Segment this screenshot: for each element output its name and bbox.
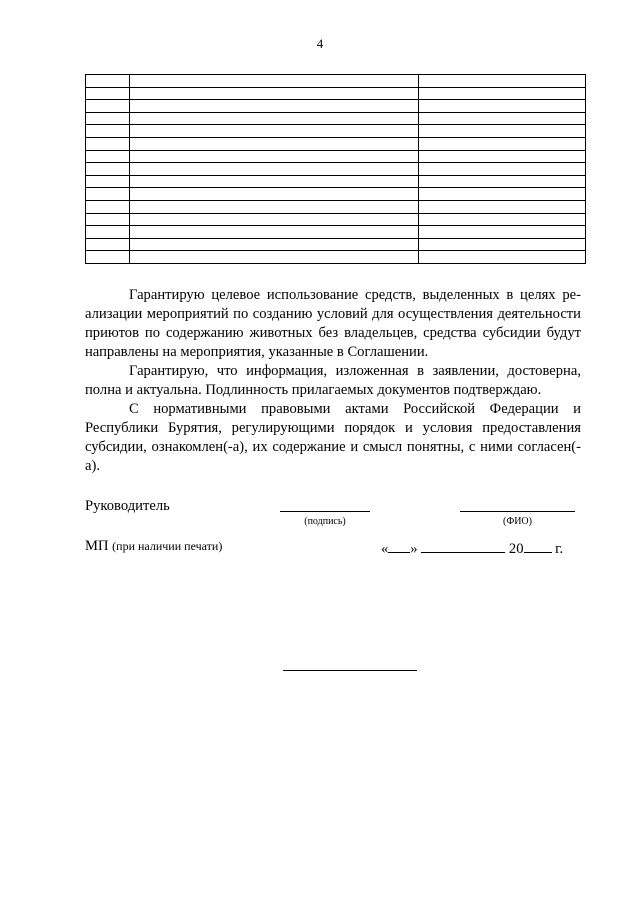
date-close-quote: » (410, 541, 418, 557)
table-cell (130, 200, 419, 213)
table-cell (86, 251, 130, 264)
table-row (86, 137, 586, 150)
date-year-blank (524, 538, 552, 553)
table-row (86, 213, 586, 226)
table-cell (86, 150, 130, 163)
table-cell (86, 112, 130, 125)
table-cell (130, 251, 419, 264)
table-cell (130, 226, 419, 239)
date-day-blank (388, 538, 410, 553)
table-cell (419, 125, 586, 138)
table-row (86, 238, 586, 251)
table-cell (130, 100, 419, 113)
table-cell (130, 75, 419, 88)
date-year-prefix: 20 (508, 541, 524, 557)
signature-caption: (подпись) (304, 516, 346, 527)
table-row (86, 175, 586, 188)
table-cell (419, 112, 586, 125)
stamp-date-row (85, 538, 585, 555)
declaration-text (85, 286, 581, 476)
table-cell (86, 226, 130, 239)
table-row (86, 75, 586, 88)
table-cell (419, 100, 586, 113)
table-cell (86, 137, 130, 150)
table-row (86, 200, 586, 213)
fio-caption: (ФИО) (502, 516, 532, 527)
table-cell (86, 238, 130, 251)
table-cell (130, 150, 419, 163)
date-year-suffix: г. (555, 541, 564, 557)
table-cell (419, 213, 586, 226)
fio-field-line (460, 511, 575, 512)
page-number: 4 (316, 36, 324, 51)
table-cell (419, 163, 586, 176)
table-cell (130, 175, 419, 188)
table-row (86, 125, 586, 138)
table-row (86, 251, 586, 264)
table-cell (130, 213, 419, 226)
table-cell (130, 137, 419, 150)
stamp-mp-text: МП (85, 538, 109, 554)
paragraph-legal-acts: С нормативными правовыми актами Российской Федерации и Республики Бурятия, регулирующими порядок и условия предоставления субсидии, ознакомлен(-а), их содержание и смысл понятны, с ними согласен(-а). (85, 401, 581, 474)
table-cell (86, 75, 130, 88)
table-cell (86, 188, 130, 201)
table-cell (130, 125, 419, 138)
table-cell (86, 213, 130, 226)
table-cell (86, 125, 130, 138)
table-cell (419, 200, 586, 213)
date-open-quote: « (381, 541, 389, 557)
blank-table-body (86, 75, 586, 264)
table-cell (419, 188, 586, 201)
date-line (381, 538, 563, 558)
table-cell (130, 87, 419, 100)
table-cell (86, 100, 130, 113)
table-cell (419, 75, 586, 88)
signature-field-line (280, 511, 370, 512)
paragraph-information-accuracy: Гарантирую, что информация, изложенная в заявлении, достоверна, полна и актуальна. Подлинность прилагаемых документов подтверждаю. (85, 363, 581, 398)
table-cell (86, 87, 130, 100)
table-cell (419, 137, 586, 150)
role-label: Руководитель (85, 498, 170, 514)
blank-table (85, 74, 586, 264)
table-cell (419, 87, 586, 100)
paragraph-target-use: Гарантирую целевое использование средств, выделенных в целях реализации мероприятий по созданию условий для осуществления деятельности приютов по содержанию животных без владельцев, средства субсидии будут направлены на мероприятия, указанные в Соглашении. (85, 287, 581, 360)
bottom-separator-line (283, 670, 417, 671)
table-cell (130, 188, 419, 201)
table-row (86, 226, 586, 239)
table-row (86, 100, 586, 113)
table-cell (86, 200, 130, 213)
table-cell (419, 238, 586, 251)
signature-row (85, 498, 585, 530)
table-cell (419, 175, 586, 188)
table-cell (419, 150, 586, 163)
table-cell (419, 251, 586, 264)
table-cell (86, 163, 130, 176)
table-row (86, 112, 586, 125)
table-row (86, 163, 586, 176)
table-cell (130, 238, 419, 251)
table-row (86, 87, 586, 100)
table-row (86, 188, 586, 201)
table-cell (419, 226, 586, 239)
stamp-label (85, 538, 222, 554)
date-month-blank (421, 538, 505, 553)
table-cell (86, 175, 130, 188)
table-row (86, 150, 586, 163)
stamp-note: (при наличии печати) (112, 539, 223, 553)
table-cell (130, 112, 419, 125)
table-cell (130, 163, 419, 176)
